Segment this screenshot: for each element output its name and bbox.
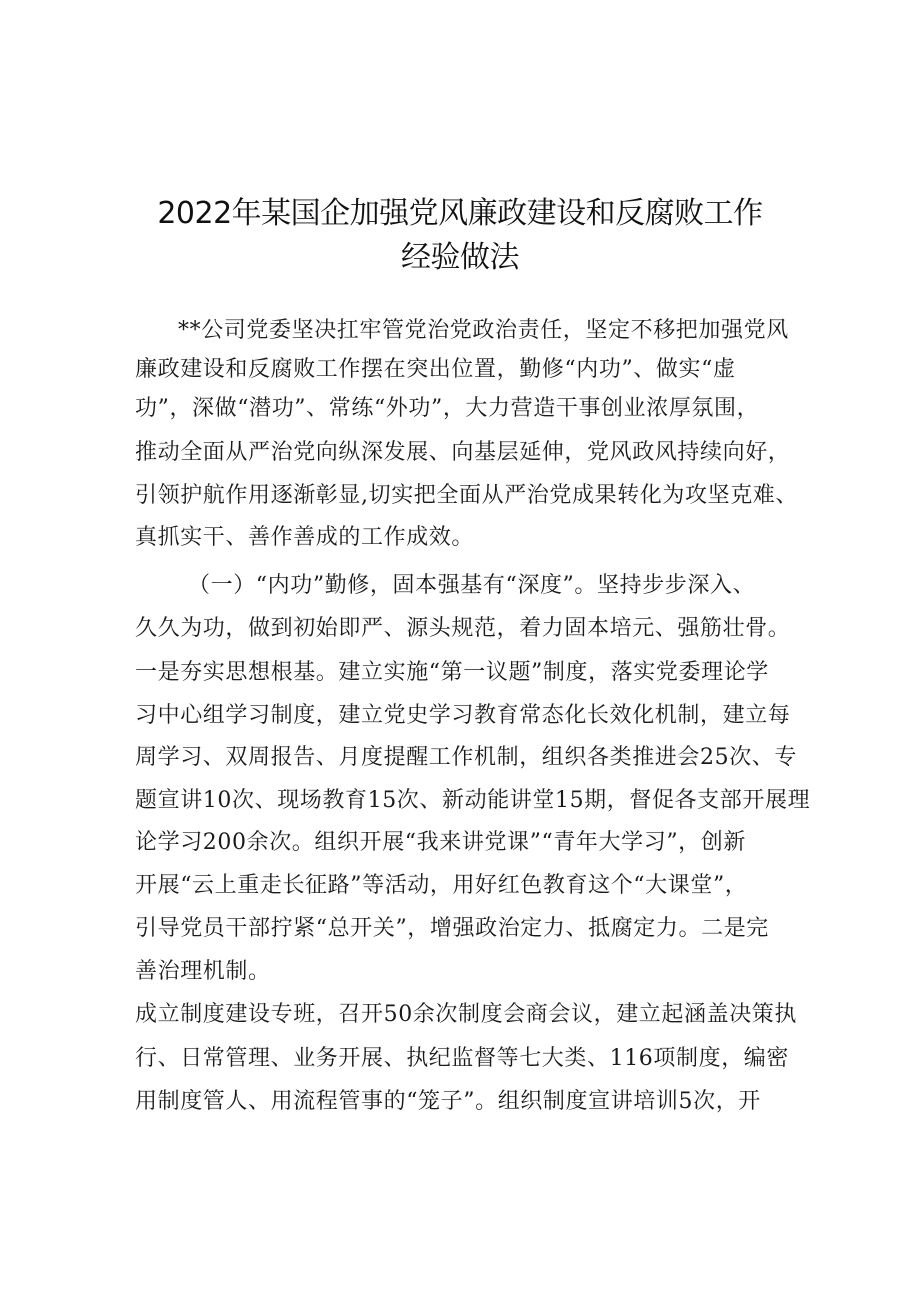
- text-line-11: 周学习、双周报告、月度提醒工作机制，组织各类推进会25次、专: [135, 745, 797, 770]
- document-title-line-1: 2022年某国企加强党风廉政建设和反腐败工作: [157, 196, 763, 231]
- text-line-19: 用制度管人、用流程管事的“笼子”。组织制度宣讲培训5次，开: [135, 1089, 761, 1114]
- text-line-9: 一是夯实思想根基。建立实施“第一议题”制度，落实党委理论学: [135, 660, 769, 685]
- text-line-16: 善治理机制。: [135, 959, 271, 984]
- text-line-4: 推动全面从严治党向纵深发展、向基层延伸，党风政风持续向好，: [135, 440, 791, 465]
- text-line-5: 引领护航作用逐渐彰显,切实把全面从严治党成果转化为攻坚克难、: [135, 483, 798, 508]
- text-line-18: 行、日常管理、业务开展、执纪监督等七大类、116项制度，编密: [135, 1046, 789, 1071]
- text-line-8: 久久为功，做到初始即严、源头规范，着力固本培元、强筋壮骨。: [135, 616, 791, 641]
- text-line-17: 成立制度建设专班，召开50余次制度会商会议，建立起涵盖决策执: [135, 1002, 797, 1027]
- text-line-1: **公司党委坚决扛牢管党治党政治责任，坚定不移把加强党风: [178, 318, 789, 343]
- text-line-13: 论学习200余次。组织开展“我来讲党课”“青年大学习”，创新: [135, 830, 746, 855]
- text-line-15: 引导党员干部拧紧“总开关”，增强政治定力、抵腐定力。二是完: [135, 916, 769, 941]
- text-line-2: 廉政建设和反腐败工作摆在突出位置，勤修“内功”、做实“虚: [135, 357, 736, 382]
- text-line-6: 真抓实干、善作善成的工作成效。: [135, 525, 475, 550]
- text-line-14: 开展“云上重走长征路”等活动，用好红色教育这个“大课堂”，: [135, 873, 748, 898]
- text-line-3: 功”，深做“潜功”、常练“外功”，大力营造干事创业浓厚氛围，: [135, 396, 760, 421]
- document-title-line-2: 经验做法: [401, 240, 519, 275]
- text-line-7: （一）“内功”勤修，固本强基有“深度”。坚持步步深入、: [188, 573, 756, 598]
- text-line-12: 题宣讲10次、现场教育15次、新动能讲堂15期，督促各支部开展理: [135, 788, 811, 813]
- text-line-10: 习中心组学习制度，建立党史学习教育常态化长效化机制，建立每: [135, 703, 791, 728]
